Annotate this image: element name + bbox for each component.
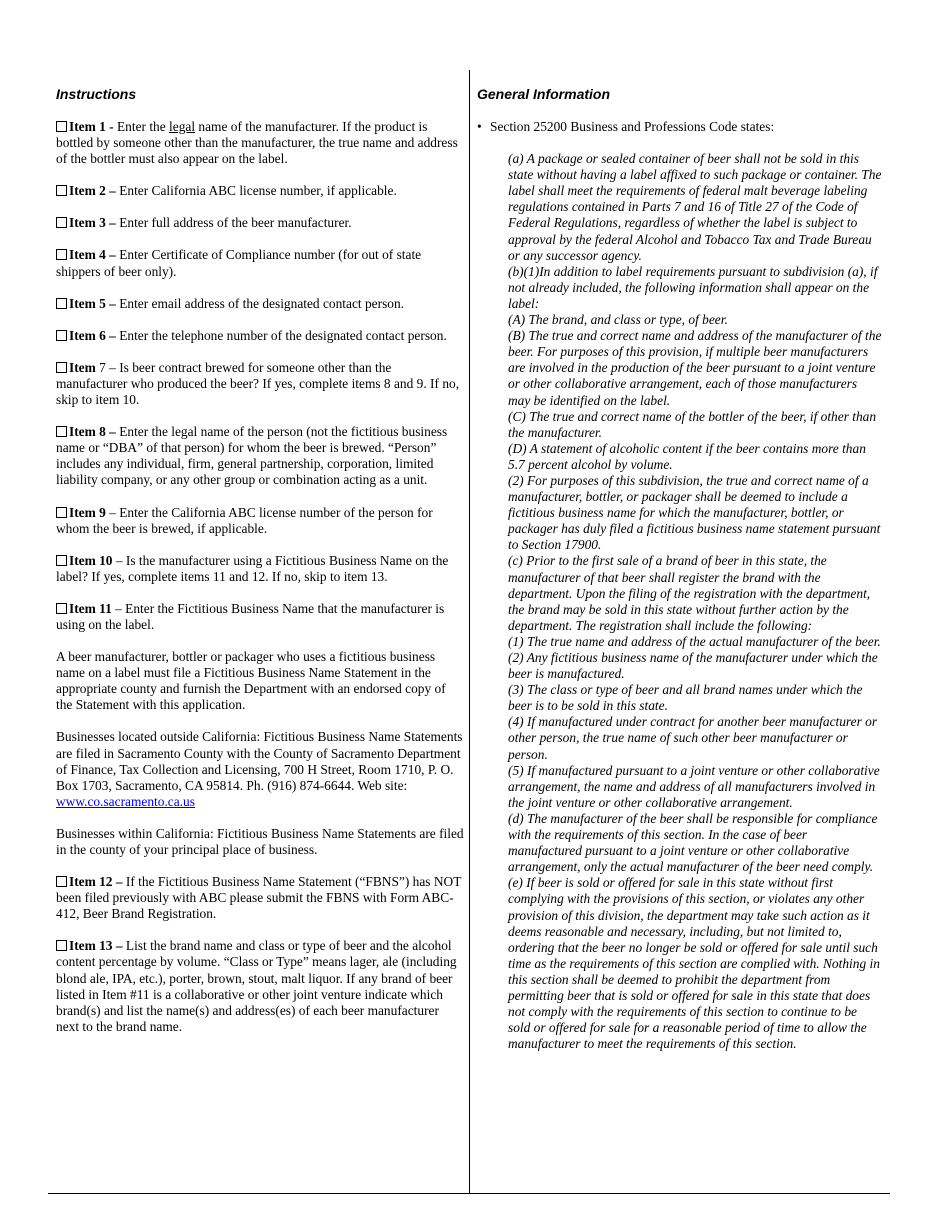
item-6 bbox=[56, 328, 464, 344]
item-8-text: Enter the legal name of the person (not the fictitious business name or “DBA” of that person) for whom the beer is brewed. “Person” includes any individual, firm, general partnership, corporation, limited liability company, or any other group or combination acting as a unit. bbox=[56, 424, 448, 488]
item-4 bbox=[56, 247, 464, 279]
item-6-text: Enter the telephone number of the designated contact person. bbox=[115, 327, 447, 343]
item-7 bbox=[56, 360, 464, 408]
item-5-checkbox[interactable] bbox=[56, 298, 67, 309]
statute-c2: (2) Any fictitious business name of the manufacturer under which the beer is manufactured. bbox=[508, 650, 878, 682]
item-1 bbox=[56, 119, 464, 167]
statute-b1-A: (A) The brand, and class or type, of beer. bbox=[508, 312, 728, 328]
outside-california-text: Businesses located outside California: Fictitious Business Name Statements are filed in Sacramento County with the County of Sacramento Department of Finance, Tax Collection and Licensing, 700 H Street, Room 1710, P. O. Box 1703, Sacramento, CA 95814. Ph. (916) 874-6644. Web site: bbox=[56, 729, 463, 793]
general-information-body bbox=[477, 119, 882, 1052]
item-3 bbox=[56, 215, 464, 231]
item-9 bbox=[56, 505, 464, 537]
item-3-checkbox[interactable] bbox=[56, 217, 67, 228]
item-12 bbox=[56, 874, 464, 922]
item-7-text: 7 – Is beer contract brewed for someone other than the manufacturer who produced the beer? If yes, complete items 8 and 9. If no, skip to item 10. bbox=[56, 359, 460, 408]
statute-e: (e) If beer is sold or offered for sale in this state without first complying with the provisions of this section, or violates any other provision of this division, the department may take such action as it deems reasonable and necessary, including, but not limited to, ordering that the beer no longer be sold or offered for sale until such time as the requirements of this section are complied with. Nothing in this section shall be deemed to prohibit the department from permitting beer that is sold or offered for sale in this state that does not comply with the requirements of this section to continue to be sold or offered for sale for a reasonable period of time to allow the manufacturer to meet the requirements of this section. bbox=[508, 875, 880, 1052]
item-5-label: Item 5 – bbox=[69, 295, 116, 311]
statute-b1-D: (D) A statement of alcoholic content if the beer contains more than 5.7 percent alcohol by volume. bbox=[508, 440, 866, 472]
item-2 bbox=[56, 183, 464, 199]
item-6-checkbox[interactable] bbox=[56, 330, 67, 341]
item-11-label: Item 11 bbox=[69, 600, 112, 616]
item-9-text: – Enter the California ABC license number of the person for whom the beer is brewed, if applicable. bbox=[56, 504, 433, 536]
item-2-label: Item 2 – bbox=[69, 183, 116, 199]
item-6-label: Item 6 – bbox=[69, 327, 116, 343]
item-2-text: Enter California ABC license number, if applicable. bbox=[115, 183, 397, 199]
outside-california-paragraph bbox=[56, 729, 464, 809]
statute-b1-C: (C) The true and correct name of the bottler of the beer, if other than the manufacturer. bbox=[508, 408, 877, 440]
item-1-pre: Enter the bbox=[113, 119, 170, 134]
item-8-label: Item 8 – bbox=[69, 424, 116, 440]
item-9-checkbox[interactable] bbox=[56, 507, 67, 518]
item-13-text: List the brand name and class or type of beer and the alcohol content percentage by volume. “Class or Type” means lager, ale (including blond ale, IPA, etc.), porter, brown, stout, malt liquor. If any brand of beer listed in Item #11 is a collaborative or other joint venture indicate which brand(s) and list the name(s) and address(es) of each beer manufacturer next to the brand name. bbox=[56, 938, 457, 1034]
item-12-checkbox[interactable] bbox=[56, 876, 67, 887]
item-5-text: Enter email address of the designated contact person. bbox=[115, 295, 405, 311]
item-11 bbox=[56, 601, 464, 633]
item-4-label: Item 4 – bbox=[69, 247, 116, 263]
statute-a: (a) A package or sealed container of beer shall not be sold in this state without having a label affixed to such package or container. The label shall meet the requirements of federal malt beverage labeling regulations contained in Parts 7 and 16 of Title 27 of the Code of Federal Regulations, regardless of whether the label is subject to approval by the federal Alcohol and Tobacco Tax and Trade Bureau or any successor agency. bbox=[508, 151, 882, 263]
statute-c1: (1) The true name and address of the actual manufacturer of the beer. bbox=[508, 633, 881, 649]
item-3-label: Item 3 – bbox=[69, 215, 116, 231]
item-12-label: Item 12 – bbox=[69, 874, 123, 890]
instructions-heading: Instructions bbox=[56, 86, 137, 102]
item-8-checkbox[interactable] bbox=[56, 426, 67, 437]
bullet-icon: • bbox=[477, 119, 482, 134]
item-8 bbox=[56, 424, 464, 488]
statute-c: (c) Prior to the first sale of a brand of beer in this state, the manufacturer of that beer shall register the brand with the department. Upon the filing of the registration with the department, the brand may be sold in this state without further action by the department. The registration shall include the following: bbox=[508, 553, 871, 633]
statute-b1: (b)(1)In addition to label requirements pursuant to subdivision (a), if not already included, the following information shall appear on the label: bbox=[508, 263, 878, 311]
item-10 bbox=[56, 553, 464, 585]
sacramento-website-link[interactable]: www.co.sacramento.ca.us bbox=[56, 793, 195, 809]
item-13-label: Item 13 – bbox=[69, 938, 123, 954]
item-1-label: Item 1 - bbox=[69, 119, 114, 134]
item-10-checkbox[interactable] bbox=[56, 555, 67, 566]
item-4-checkbox[interactable] bbox=[56, 249, 67, 260]
instructions-body bbox=[56, 119, 464, 1051]
within-california-paragraph: Businesses within California: Fictitious Business Name Statements are filed in the county of your principal place of business. bbox=[56, 825, 464, 857]
item-10-text: – Is the manufacturer using a Fictitious Business Name on the label? If yes, complete items 11 and 12. If no, skip to item 13. bbox=[56, 552, 449, 584]
general-information-heading: General Information bbox=[477, 86, 611, 102]
item-1-text: name of the manufacturer. If the product is bottled by someone other than the manufacturer, the true name and address of the bottler must also appear on the label. bbox=[56, 119, 458, 167]
item-7-checkbox[interactable] bbox=[56, 362, 67, 373]
statute-d: (d) The manufacturer of the beer shall be responsible for compliance with the requirements of this section. In the case of beer manufactured pursuant to a joint venture or other collaborative arrangement, only the actual manufacturer of the beer need comply. bbox=[508, 810, 878, 875]
item-10-label: Item 10 bbox=[69, 552, 113, 568]
item-2-checkbox[interactable] bbox=[56, 185, 67, 196]
item-11-checkbox[interactable] bbox=[56, 603, 67, 614]
footer-rule bbox=[48, 1193, 890, 1194]
statute-c4: (4) If manufactured under contract for another beer manufacturer or other person, the true name of such other beer manufacturer or person. bbox=[508, 714, 878, 762]
item-3-text: Enter full address of the beer manufacturer. bbox=[115, 215, 352, 231]
statute-c5: (5) If manufactured pursuant to a joint venture or other collaborative arrangement, the name and address of all manufacturers involved in the joint venture or other collaborative arrangement. bbox=[508, 762, 880, 810]
statute-b2: (2) For purposes of this subdivision, the true and correct name of a manufacturer, bottler, or packager shall be deemed to include a fictitious business name for which the manufacturer, bottler, or packager has duly filed a fictitious business name statement pursuant to Section 17900. bbox=[508, 472, 881, 553]
item-12-text: If the Fictitious Business Name Statement (“FBNS”) has NOT been filed previously with ABC please submit the FBNS with Form ABC-412, Beer Brand Registration. bbox=[56, 874, 462, 922]
item-5 bbox=[56, 296, 464, 312]
item-13 bbox=[56, 938, 464, 1035]
item-1-underlined: legal bbox=[169, 119, 196, 134]
section-bullet bbox=[477, 119, 882, 135]
column-divider bbox=[469, 70, 470, 1194]
fbn-paragraph: A beer manufacturer, bottler or packager who uses a fictitious business name on a label must file a Fictitious Business Name Statement in the appropriate county and furnish the Department with an endorsed copy of the Statement with this application. bbox=[56, 649, 446, 713]
item-4-text: Enter Certificate of Compliance number (for out of state shippers of beer only). bbox=[56, 247, 422, 279]
statute-text bbox=[508, 151, 882, 1052]
item-11-text: – Enter the Fictitious Business Name that the manufacturer is using on the label. bbox=[56, 600, 445, 632]
item-9-label: Item 9 bbox=[69, 504, 106, 520]
item-13-checkbox[interactable] bbox=[56, 940, 67, 951]
item-7-label: Item bbox=[69, 359, 96, 375]
section-bullet-text: Section 25200 Business and Professions Code states: bbox=[490, 119, 775, 134]
item-1-checkbox[interactable] bbox=[56, 121, 67, 132]
statute-b1-B: (B) The true and correct name and address of the manufacturer of the beer. For purposes of this provision, if multiple beer manufacturers are involved in the production of the beer pursuant to a joint venture or other collaborative arrangement, each of those manufacturers may be identified on the label. bbox=[508, 328, 882, 408]
statute-c3: (3) The class or type of beer and all brand names under which the beer is to be sold in this state. bbox=[508, 682, 863, 714]
